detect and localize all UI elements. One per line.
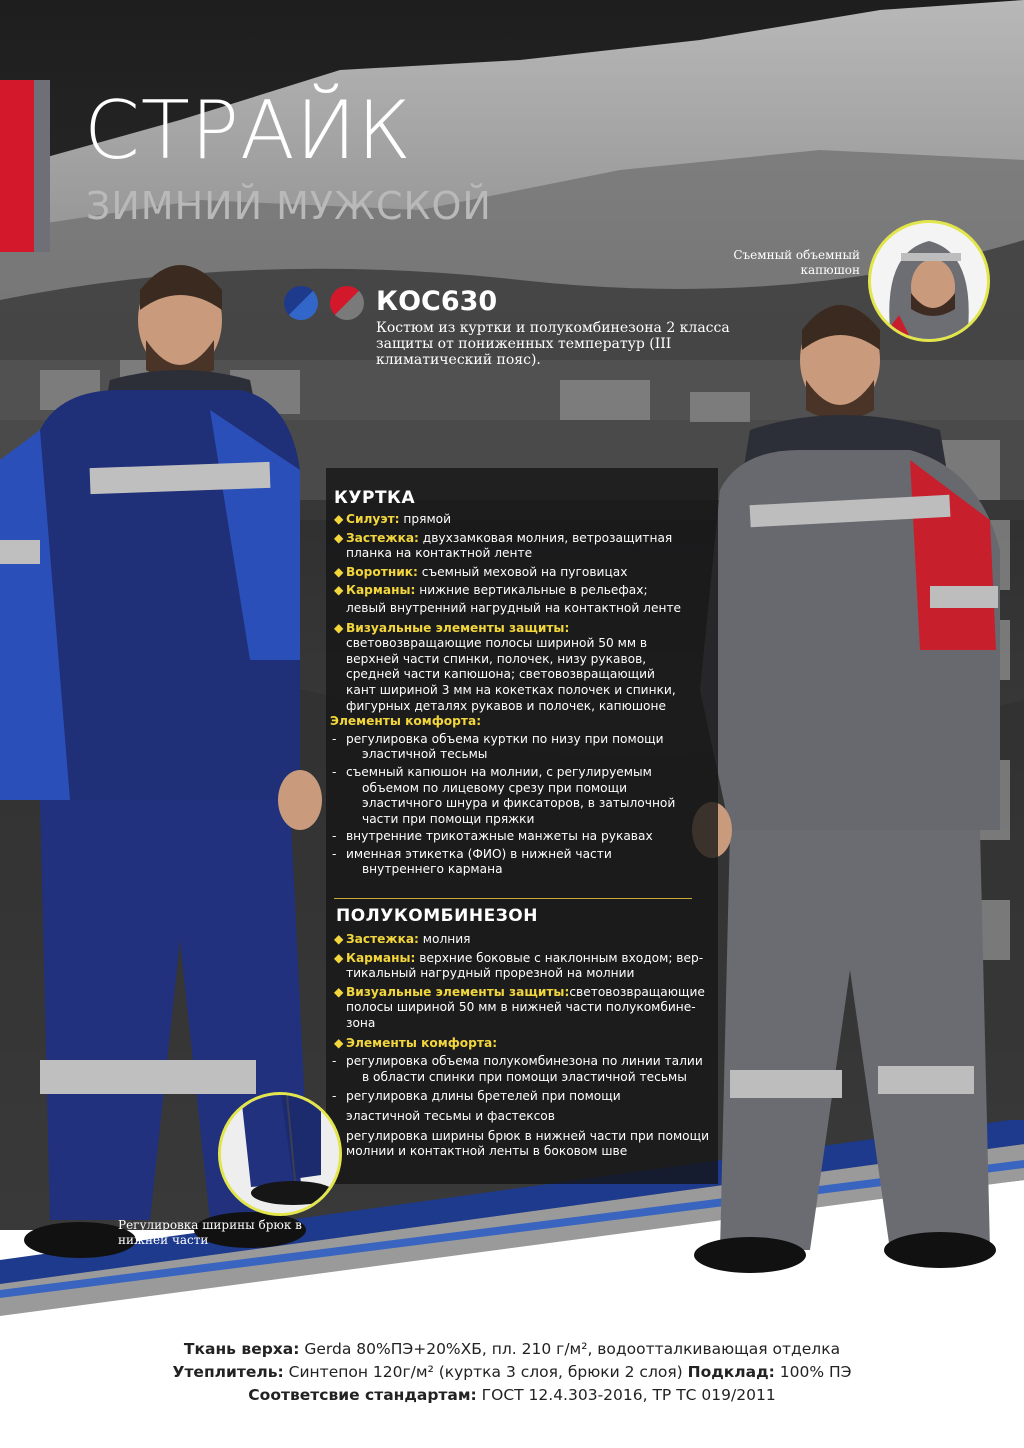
- overall-comfort-item: регулировка ширины брюк в нижней части при помощи: [346, 1128, 710, 1143]
- jacket-pockets-cont: левый внутренний нагрудный на контактной ленте: [346, 600, 682, 615]
- jacket-comfort-item-cont: объемом по лицевому срезу при помощи: [362, 780, 628, 795]
- overall-visual-line: полосы шириной 50 мм в нижней части полукомбине-: [346, 1000, 696, 1015]
- jacket-visual-line: кант шириной 3 мм на кокетках полочек и спинки,: [346, 682, 676, 697]
- overall-comfort-title: ◆ Элементы комфорта:: [334, 1035, 498, 1050]
- section-divider: [334, 898, 692, 899]
- jacket-fastener: ◆ Застежка: двухзамковая молния, ветрозащитная: [334, 530, 673, 545]
- jacket-comfort-item: - именная этикетка (ФИО) в нижней части: [332, 846, 612, 861]
- jacket-comfort-item-cont: эластичного шнура и фиксаторов, в затылочной: [362, 796, 676, 811]
- model-grey-suit: [690, 290, 1010, 1280]
- overall-fastener: ◆ Застежка: молния: [334, 932, 471, 946]
- page-title: СТРАЙК: [84, 84, 412, 177]
- diamond-icon: ◆: [334, 1035, 344, 1050]
- overall-comfort-item: - регулировка длины бретелей при помощи: [332, 1089, 621, 1104]
- hood-inset-label: Съемный объемный капюшон: [733, 248, 860, 277]
- diamond-icon: ◆: [334, 512, 344, 526]
- jacket-section-title: КУРТКА: [334, 488, 416, 508]
- jacket-spec-list: [330, 512, 720, 878]
- jacket-comfort-item-cont: части при помощи пряжки: [362, 811, 535, 826]
- overall-visual: ◆ Визуальные элементы защиты:световозвращающие: [334, 984, 705, 999]
- jacket-comfort-item: - съемный капюшон на молнии, с регулируемым: [332, 764, 652, 779]
- jacket-comfort-item-cont: эластичной тесьмы: [362, 747, 488, 762]
- fabric-specs: [0, 1338, 1024, 1407]
- spec-insulation: Утеплитель: Синтепон 120г/м² (куртка 3 слоя, брюки 2 слоя) Подклад: 100% ПЭ: [172, 1363, 852, 1381]
- page-subtitle: ЗИМНИЙ МУЖСКОЙ: [86, 184, 492, 228]
- header-red-stripe: [0, 80, 34, 252]
- spec-fabric: Ткань верха: Gerda 80%ПЭ+20%ХБ, пл. 210 г/м², водоотталкивающая отделка: [183, 1340, 841, 1358]
- jacket-visual: ◆ Визуальные элементы защиты:: [334, 620, 570, 635]
- hood-inset-image: [868, 220, 990, 342]
- header-grey-stripe: [34, 80, 50, 252]
- spec-standards: Соответсвие стандартам: ГОСТ 12.4.303-2016, ТР ТС 019/2011: [248, 1386, 776, 1404]
- product-description: Костюм из куртки и полукомбинезона 2 класса защиты от пониженных температур (III климатический пояс).: [376, 320, 730, 368]
- product-code: КОС630: [376, 286, 498, 317]
- jacket-pockets: ◆ Карманы: нижние вертикальные в рельефах;: [334, 583, 648, 598]
- overall-comfort-item: - регулировка объема полукомбинезона по линии талии: [332, 1054, 703, 1069]
- overall-comfort-item-cont: эластичной тесьмы и фастексов: [346, 1108, 555, 1123]
- jacket-collar: ◆ Воротник: съемный меховой на пуговицах: [334, 564, 628, 579]
- diamond-icon: ◆: [334, 950, 344, 965]
- jacket-visual-line: световозвращающие полосы шириной 50 мм в: [346, 636, 648, 651]
- diamond-icon: ◆: [334, 984, 344, 999]
- jacket-visual-line: фигурных деталях рукавов и полочек, капюшоне: [346, 698, 666, 713]
- diamond-icon: ◆: [334, 530, 344, 545]
- diamond-icon: ◆: [334, 564, 344, 579]
- overall-spec-list: [330, 932, 720, 1160]
- color-swatch-red-grey: [330, 286, 364, 320]
- jacket-comfort-item: - внутренние трикотажные манжеты на рукавах: [332, 829, 653, 844]
- jacket-visual-line: средней части капюшона; световозвращающий: [346, 667, 655, 682]
- jacket-fastener-cont: планка на контактной ленте: [346, 546, 533, 561]
- overall-comfort-item-cont: молнии и контактной ленты в боковом шве: [346, 1144, 628, 1159]
- overall-visual-line: зона: [346, 1015, 376, 1030]
- jacket-comfort-item: - регулировка объема куртки по низу при помощи: [332, 731, 664, 746]
- jacket-comfort-title: Элементы комфорта:: [330, 714, 482, 729]
- color-swatch-blue: [284, 286, 318, 320]
- jacket-silhouette: ◆ Силуэт: прямой: [334, 512, 452, 526]
- jacket-visual-line: верхней части спинки, полочек, низу рукавов,: [346, 651, 647, 666]
- overall-comfort-item-cont: в области спинки при помощи эластичной тесьмы: [362, 1069, 687, 1084]
- diamond-icon: ◆: [334, 583, 344, 598]
- trouser-zoom-label: Регулировка ширины брюк в нижней части: [118, 1218, 302, 1247]
- diamond-icon: ◆: [334, 932, 344, 946]
- overall-section-title: ПОЛУКОМБИНЕЗОН: [336, 906, 538, 926]
- overall-pockets: ◆ Карманы: верхние боковые с наклонным входом; вер-: [334, 950, 704, 965]
- jacket-comfort-item-cont: внутреннего кармана: [362, 862, 503, 877]
- overall-pockets-cont: тикальный нагрудный прорезной на молнии: [346, 966, 635, 981]
- trouser-zoom-image: [218, 1092, 342, 1216]
- diamond-icon: ◆: [334, 620, 344, 635]
